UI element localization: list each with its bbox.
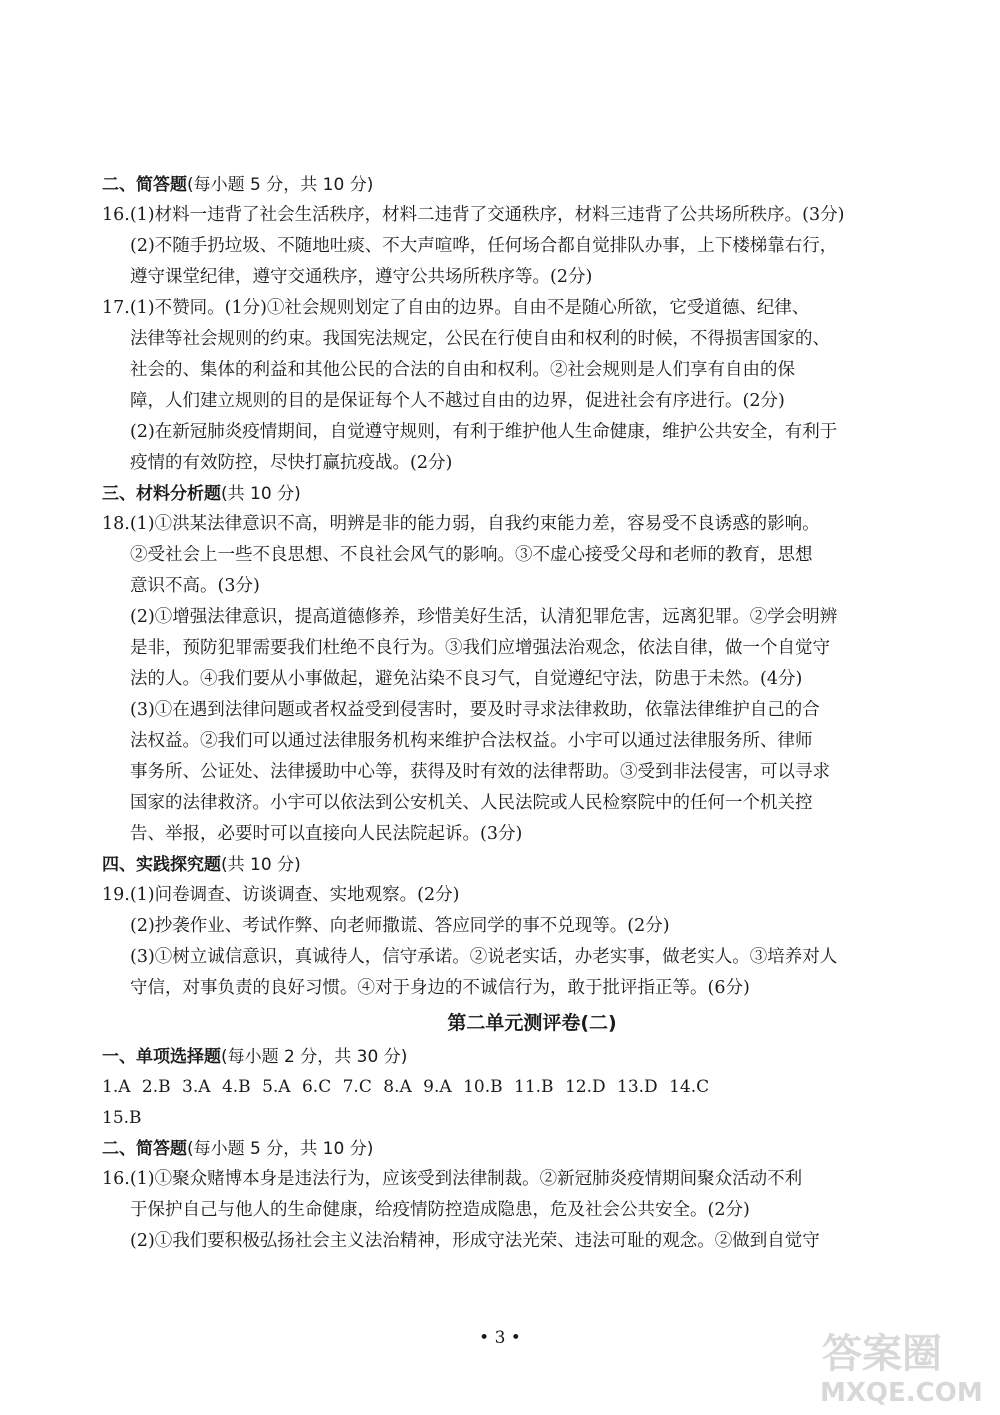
q17-line: 社会的、集体的利益和其他公民的合法的自由和权利。②社会规则是人们享有自由的保 (130, 360, 795, 380)
q18-line: 事务所、公证处、法律援助中心等，获得及时有效的法律帮助。③受到非法侵害，可以寻求 (130, 762, 830, 782)
choice-answer: 2.B (141, 1077, 171, 1097)
q18-line: (2)①增强法律意识，提高道德修养，珍惜美好生活，认清犯罪危害，远离犯罪。②学会明辨 (130, 607, 838, 627)
choice-answer: 4.B (221, 1077, 251, 1097)
q18-line: (3)①在遇到法律问题或者权益受到侵害时，要及时寻求法律救助，依靠法律维护自己的合 (130, 700, 820, 720)
q17-line: 法律等社会规则的约束。我国宪法规定，公民在行使自由和权利的时候，不得损害国家的、 (130, 329, 830, 349)
choice-answer: 6.C (301, 1077, 332, 1097)
answer-content (102, 170, 902, 1257)
q18-line: ②受社会上一些不良思想、不良社会风气的影响。③不虚心接受父母和老师的教育，思想 (130, 545, 813, 565)
q18-line: 国家的法律救济。小宇可以依法到公安机关、人民法院或人民检察院中的任何一个机关控 (130, 793, 813, 813)
choice-answer: 1.A (102, 1077, 131, 1097)
choice-answer: 7.C (342, 1077, 372, 1097)
q19-line: 19.(1)问卷调查、访谈调查、实地观察。(2分) (102, 885, 460, 905)
choice-answers-row (102, 1103, 902, 1134)
q19-line: (2)抄袭作业、考试作弊、向老师撒谎、答应同学的事不兑现等。(2分) (130, 916, 670, 936)
unit2-q16-line: 16.(1)①聚众赌博本身是违法行为，应该受到法律制裁。②新冠肺炎疫情期间聚众活动不利 (102, 1169, 803, 1189)
choice-answer: 11.B (514, 1077, 554, 1097)
watermark-logo (814, 1325, 983, 1408)
watermark-url: MXQE.COM (820, 1378, 983, 1408)
q18-line: 法的人。④我们要从小事做起，避免沾染不良习气，自觉遵纪守法，防患于未然。(4分) (130, 669, 803, 689)
choice-answer: 10.B (463, 1077, 503, 1097)
q17-line: (2)在新冠肺炎疫情期间，自觉遵守规则，有利于维护他人生命健康，维护公共安全，有利于 (130, 422, 838, 442)
choice-answer: 15.B (102, 1108, 142, 1128)
section-heading-material-analysis: 三、材料分析题(共 10 分) (102, 484, 301, 504)
section-heading-multiple-choice: 一、单项选择题(每小题 2 分，共 30 分) (102, 1047, 408, 1067)
q18-line: 是非，预防犯罪需要我们杜绝不良行为。③我们应增强法治观念，依法自律，做一个自觉守 (130, 638, 830, 658)
unit-title: 第二单元测评卷(二) (447, 1012, 617, 1034)
q19-line: 守信，对事负责的良好习惯。④对于身边的不诚信行为，敢于批评指正等。(6分) (130, 978, 750, 998)
q16-line: 16.(1)材料一违背了社会生活秩序，材料二违背了交通秩序，材料三违背了公共场所秩序。(3分) (102, 205, 845, 225)
section-heading-short-answer-unit2: 二、简答题(每小题 5 分，共 10 分) (102, 1139, 374, 1159)
unit2-q16-line: 于保护自己与他人的生命健康，给疫情防控造成隐患，危及社会公共安全。(2分) (130, 1200, 750, 1220)
q19-line: (3)①树立诚信意识，真诚待人，信守承诺。②说老实话，办老实事，做老实人。③培养对人 (130, 947, 838, 967)
q17-line: 17.(1)不赞同。(1分)①社会规则划定了自由的边界。自由不是随心所欲，它受道德、纪律、 (102, 298, 810, 318)
unit2-q16-line: (2)①我们要积极弘扬社会主义法治精神，形成守法光荣、违法可耻的观念。②做到自觉守 (130, 1231, 820, 1251)
q16-line: (2)不随手扔垃圾、不随地吐痰、不大声喧哗，任何场合都自觉排队办事，上下楼梯靠右行， (130, 236, 838, 256)
choice-answer: 14.C (669, 1077, 710, 1097)
choice-answer: 12.D (564, 1077, 606, 1097)
q16-line: 遵守课堂纪律，遵守交通秩序，遵守公共场所秩序等。(2分) (130, 267, 593, 287)
choice-answer: 13.D (617, 1077, 658, 1097)
choice-answers-row (102, 1072, 902, 1103)
choice-answer: 9.A (423, 1077, 452, 1097)
page-number: • 3 • (479, 1328, 521, 1348)
q18-line: 意识不高。(3分) (130, 576, 260, 596)
q18-line: 告、举报，必要时可以直接向人民法院起诉。(3分) (130, 824, 523, 844)
q17-line: 障，人们建立规则的目的是保证每个人不越过自由的边界，促进社会有序进行。(2分) (130, 391, 785, 411)
choice-answer: 3.A (182, 1077, 211, 1097)
q17-line: 疫情的有效防控，尽快打赢抗疫战。(2分) (130, 453, 453, 473)
q18-line: 法权益。②我们可以通过法律服务机构来维护合法权益。小宇可以通过法律服务所、律师 (130, 731, 813, 751)
section-heading-short-answer: 二、简答题(每小题 5 分，共 10 分) (102, 175, 374, 195)
section-heading-practice: 四、实践探究题(共 10 分) (102, 855, 301, 875)
watermark-text: 答案圈 (822, 1331, 942, 1377)
q18-line: 18.(1)①洪某法律意识不高，明辨是非的能力弱，自我约束能力差，容易受不良诱惑的影响。 (102, 514, 820, 534)
choice-answer: 8.A (383, 1077, 412, 1097)
choice-answer: 5.A (262, 1077, 291, 1097)
